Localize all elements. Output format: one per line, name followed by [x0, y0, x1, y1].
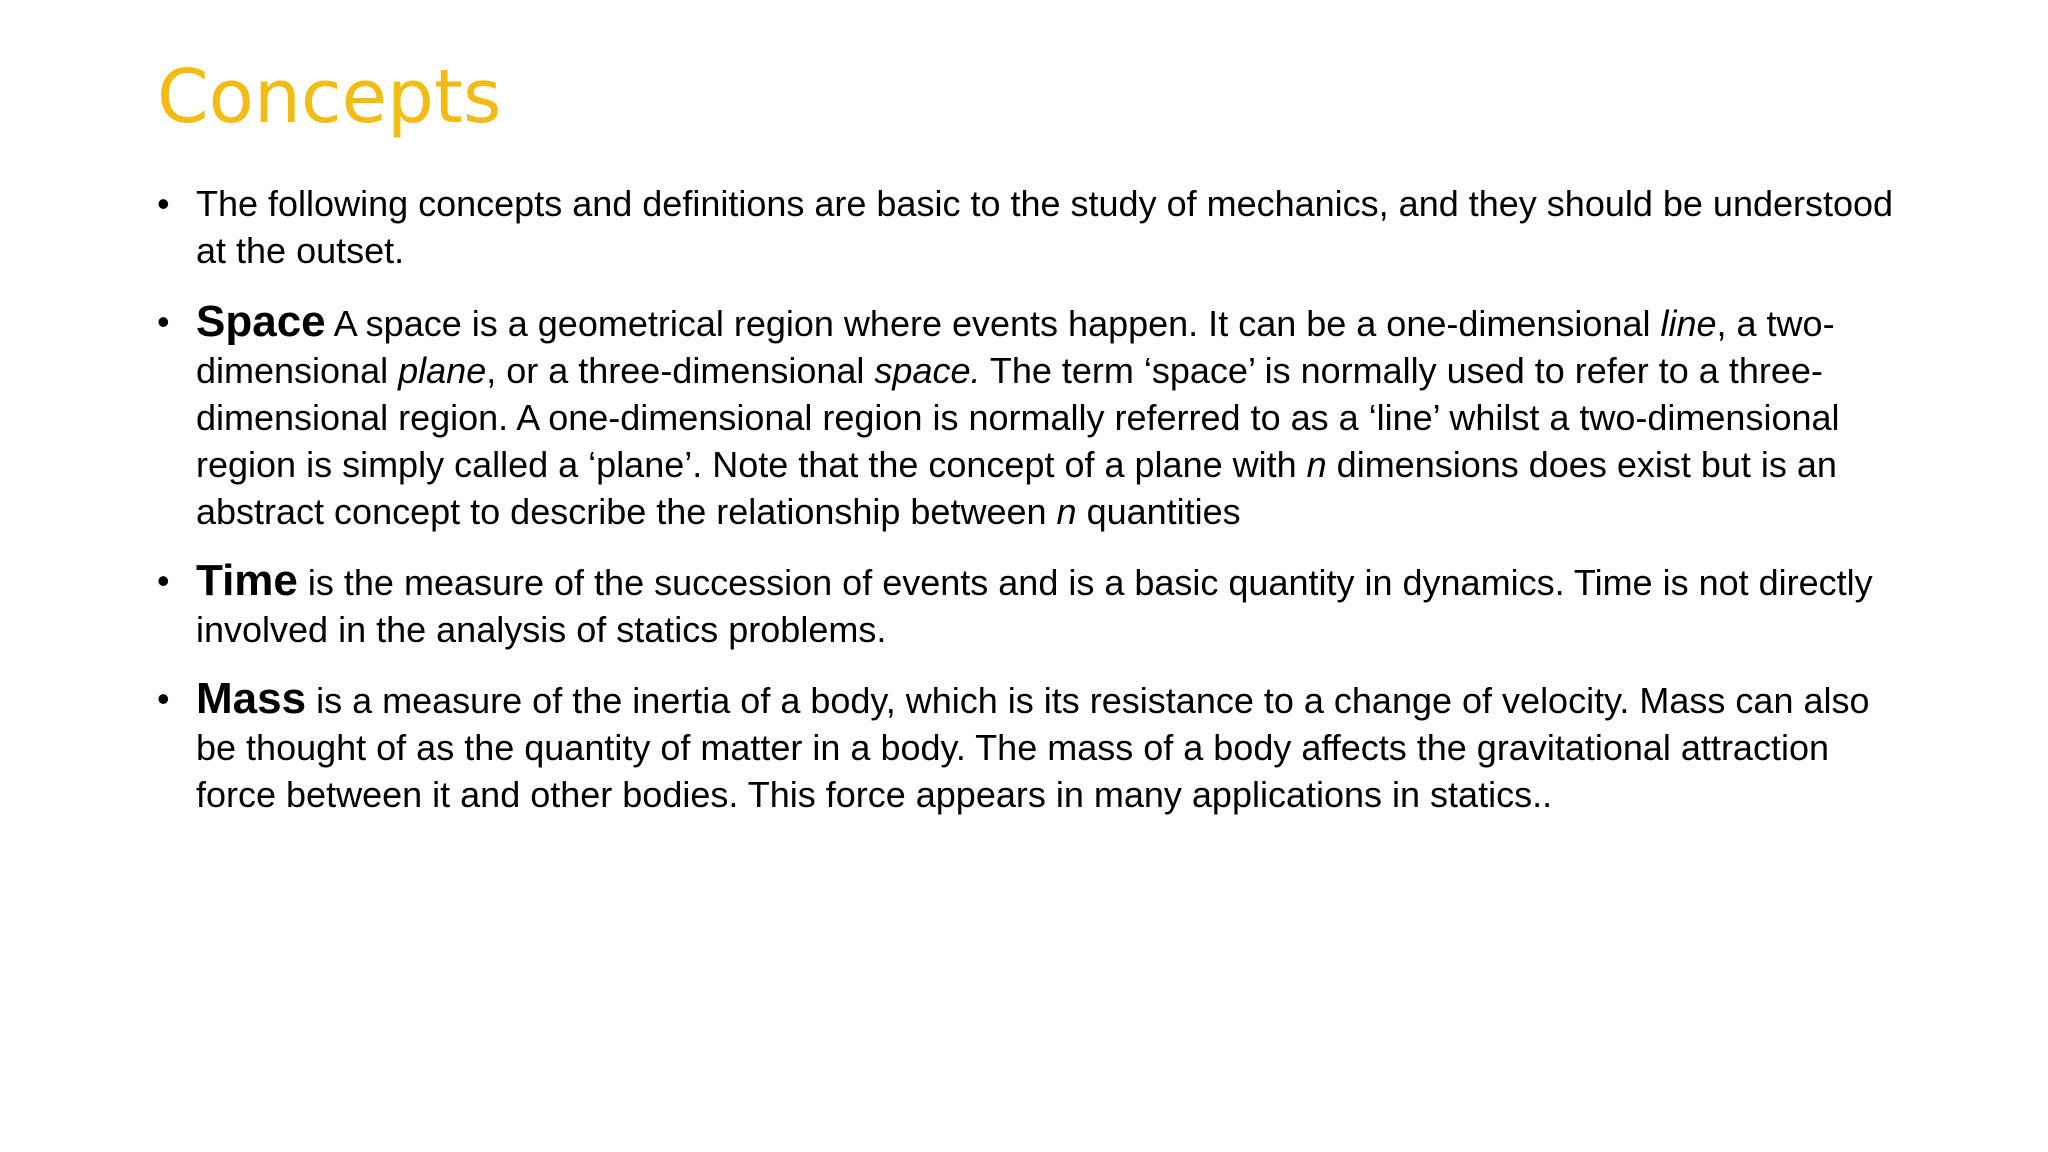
bullet-dot: • — [157, 183, 170, 224]
bullet-time — [157, 557, 1917, 653]
bullet-list — [157, 180, 1917, 840]
term-time: Time — [196, 556, 298, 605]
space-italic-space: space. — [874, 350, 981, 391]
space-italic-n-1: n — [1306, 444, 1327, 485]
bullet-dot: • — [157, 560, 170, 601]
term-mass: Mass — [196, 674, 307, 723]
bullet-mass — [157, 675, 1917, 818]
bullet-intro-text: The following concepts and definitions are basic to the study of mechanics, and they should be understood at the outset. — [196, 183, 1894, 271]
space-text-5: dimensions does exist but is an abstract concept to describe the relationship between — [196, 444, 1837, 532]
slide-title: Concepts — [157, 54, 502, 140]
time-text: is the measure of the succession of events and is a basic quantity in dynamics. Time is not directly involved in the analysis of statics problems. — [196, 562, 1873, 650]
space-italic-plane: plane — [398, 350, 487, 391]
term-space: Space — [196, 297, 326, 346]
mass-text: is a measure of the inertia of a body, which is its resistance to a change of velocity. Mass can also be thought of as the quantity of matter in a body. The mass of a body affects the gravitational attraction force between it and other bodies. This force appears in many applications in statics.. — [196, 680, 1870, 815]
space-text-6: quantities — [1076, 491, 1241, 532]
bullet-dot: • — [157, 678, 170, 719]
space-text-3: , or a three-dimensional — [486, 350, 875, 391]
space-text-4: The term ‘space’ is normally used to refer to a three-dimensional region. A one-dimensional region is normally referred to as a ‘line’ whilst a two-dimensional region is simply called a ‘plane’. Note that the concept of a plane with — [196, 350, 1840, 485]
space-text-2: , a two-dimensional — [196, 303, 1835, 391]
space-text-1: A space is a geometrical region where events happen. It can be a one-dimensional — [325, 303, 1661, 344]
space-italic-line: line — [1660, 303, 1717, 344]
space-italic-n-2: n — [1056, 491, 1077, 532]
bullet-dot: • — [157, 301, 170, 342]
bullet-intro — [157, 180, 1917, 274]
bullet-space — [157, 298, 1917, 535]
